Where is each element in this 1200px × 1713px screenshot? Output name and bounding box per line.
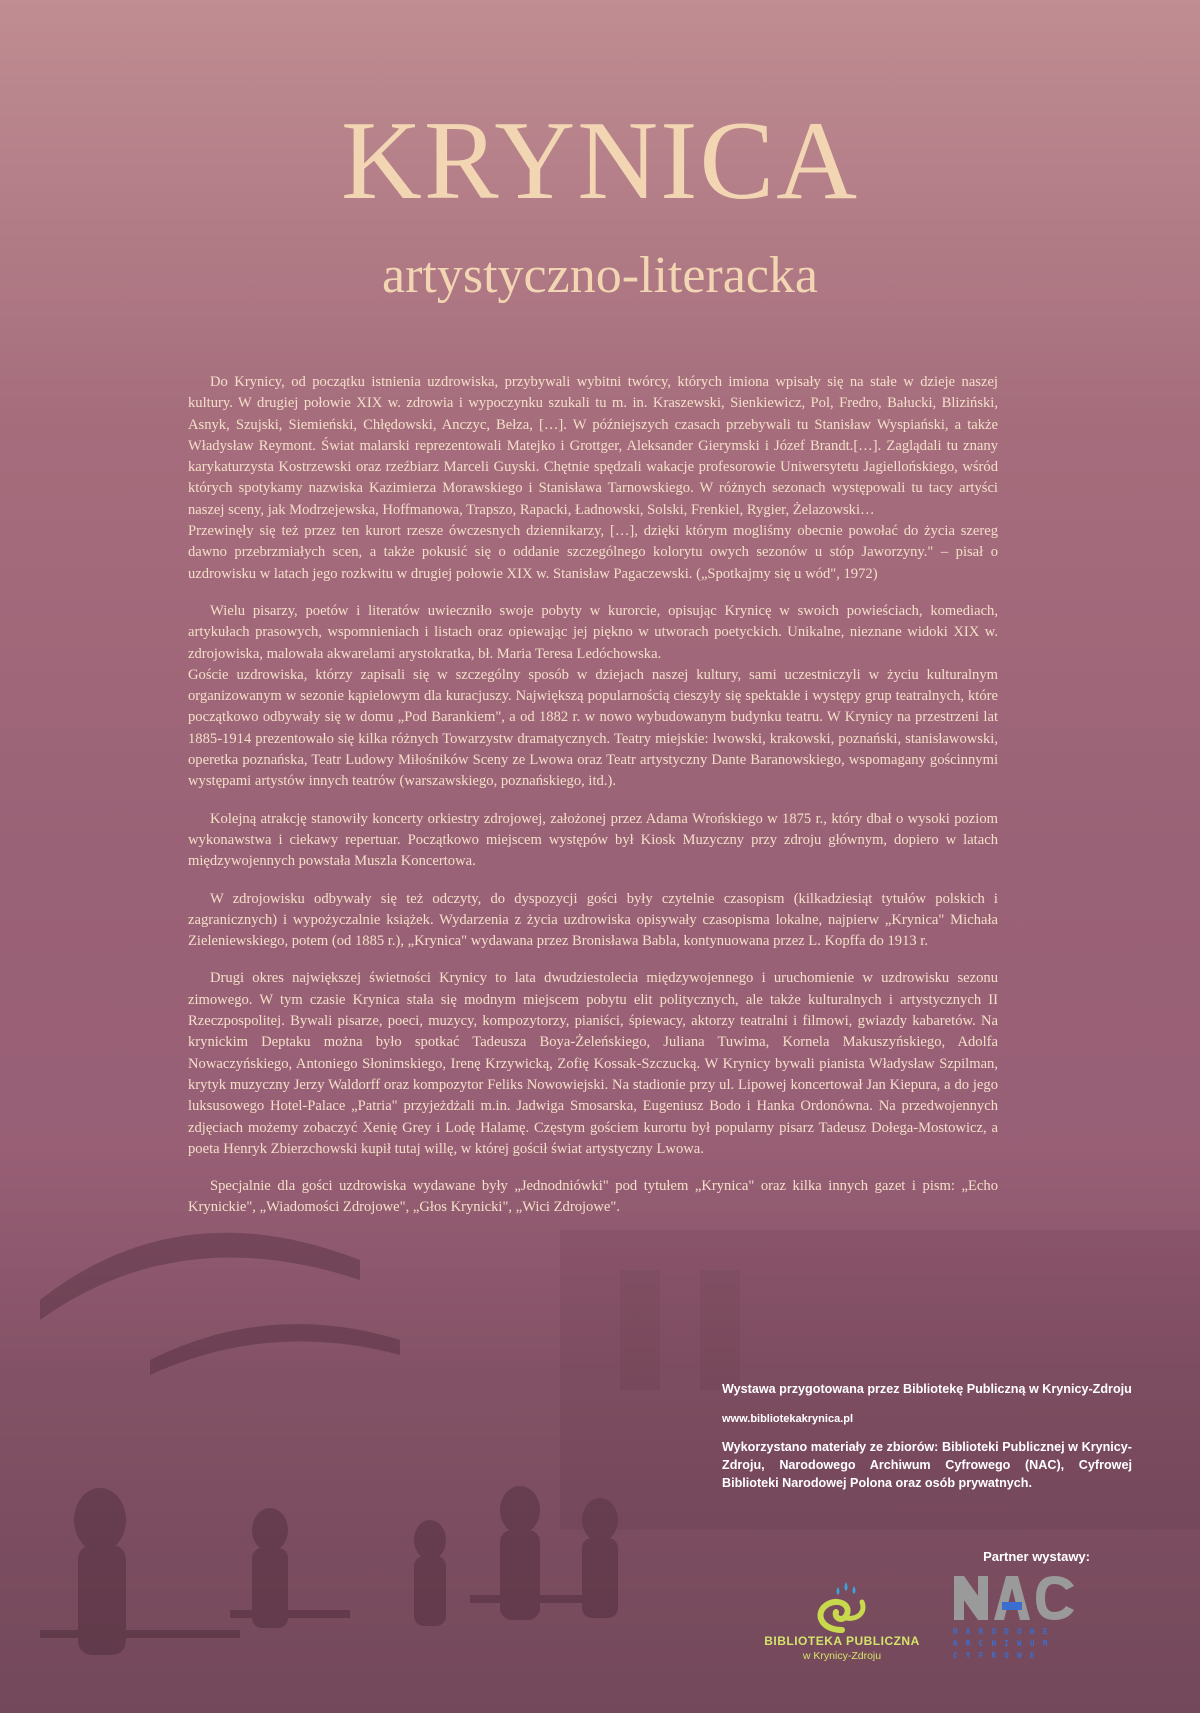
paragraph: Do Krynicy, od początku istnienia uzdrowiska, przybywali wybitni twórcy, których imiona wpisały się na stałe w dzieje naszej kultury. W drugiej połowie XIX w. zdrowia i wypoczynku szukali tu m. in. Kraszewski, Sienkiewicz, Pol, Fredro, Bałucki, Bliziński, Asnyk, Szujski, Siemieński, Chłędowski, Anczyc, Bełza, […]. W późniejszych czasach przebywali tu Stanisław Wyspiański, a także Władysław Reymont. Świat malarski reprezentowali Matejko i Grottger, Aleksander Gierymski i Józef Brandt.[…]. Zaglądali tu znany karykaturzysta Kostrzewski oraz rzeźbiarz Marceli Guyski. Chętnie spędzali wakacje profesorowie Uniwersytetu Jagiellońskiego, wśród których spotykamy nazwiska Kazimierza Morawskiego i Stanisława Tarnowskiego. W różnych sezonach występowali tu tacy artyści naszej sceny, jak Modrzejewska, Hoffmanowa, Trapszo, Rapacki, Ładnowski, Solski, Frenkiel, Rygier, Żelazowski… [188, 374, 998, 518]
nac-line-3: CYFROWE [953, 1651, 1043, 1660]
paragraph: Przewinęły się też przez ten kurort rzesze ówczesnych dziennikarzy, […], dzięki którym mogliśmy obecnie powołać do życia szereg dawno przebrzmiałych scen, a także pokusić się o oddanie szczególnego kolorytu owych sezonów u stóp Jaworzyny." – pisał o uzdrowisku w latach jego rozkwitu w drugiej połowie XIX w. Stanisław Pagaczewski. („Spotkajmy się u wód", 1972) [188, 523, 998, 582]
nac-line-2: ARCHIWUM [953, 1639, 1056, 1648]
paragraph: Specjalnie dla gości uzdrowiska wydawane były „Jednodniówki" pod tytułem „Krynica" oraz kilka innych gazet i pism: „Echo Krynickie", „Wiadomości Zdrojowe", „Głos Krynicki", „Wici Zdrojowe". [188, 1178, 998, 1216]
paragraph: Drugi okres największej świetności Krynicy to lata dwudziestolecia międzywojennego i uruchomienie w uzdrowisku sezonu zimowego. W tym czasie Krynica stała się modnym miejscem pobytu elit politycznych, ale także kulturalnych i artystycznych II Rzeczpospolitej. Bywali pisarze, poeci, muzycy, kompozytorzy, pianiści, śpiewacy, aktorzy teatralni i filmowi, gwiazdy kabaretów. Na krynickim Deptaku można było spotkać Tadeusza Boya-Żeleńskiego, Juliana Tuwima, Kornela Makuszyńskiego, Adolfa Nowaczyńskiego, Antoniego Słonimskiego, Irenę Krzywicką, Zofię Kossak-Szczucką. W Krynicy bywali pianista Władysław Szpilman, krytyk muzyczny Jerzy Waldorff oraz kompozytor Feliks Nowowiejski. Na stadionie przy ul. Lipowej koncertował Jan Kiepura, a do jego luksusowego Hotel-Palace „Patria" przyjeżdżali m.in. Jadwiga Smosarska, Eugeniusz Bodo i Hanka Ordonówna. Na przedwojennych zdjęciach możemy zobaczyć Xenię Grey i Lodę Halamę. Częstym gościem kurortu był popularny pisarz Tadeusz Dołega-Mostowicz, a poeta Henryk Zbierzchowski kupił tutaj willę, w której gościł świat artystyczny Lwowa. [188, 970, 998, 1157]
materials-credit-text: Wykorzystano materiały ze zbiorów: Biblioteki Publicznej w Krynicy-Zdroju, Narodowego Archiwum Cyfrowego (NAC), Cyfrowej Biblioteki Narodowej Polona oraz osób prywatnych. [722, 1440, 1132, 1490]
library-logo-subname: w Krynicy-Zdroju [802, 1650, 882, 1662]
poster-title: KRYNICA [340, 99, 860, 223]
prepared-by-text: Wystawa przygotowana przez Bibliotekę Publiczną w Krynicy-Zdroju [722, 1382, 1132, 1396]
nac-line-1: NARODOWE [953, 1627, 1056, 1636]
website-link[interactable]: www.bibliotekakrynica.pl [722, 1413, 854, 1425]
nac-logo [950, 1574, 1080, 1664]
exhibition-credits [722, 1380, 1132, 1492]
paragraph: Goście uzdrowiska, którzy zapisali się w szczególny sposób w dziejach naszej kultury, sami uczestniczyli w życiu kulturalnym organizowanym w sezonie kąpielowym dla kuracjuszy. Największą popularnością cieszyły się spektakle i występy grup teatralnych, które początkowo odbywały się w domu „Pod Barankiem", a od 1882 r. w nowo wybudowanym budynku teatru. W Krynicy na przestrzeni lat 1885-1914 prezentowało się kilka różnych Towarzystw dramatycznych. Teatry miejskie: lwowski, krakowski, poznański, stanisławowski, operetka poznańska, Teatr Ludowy Miłośników Sceny ze Lwowa oraz Teatr artystyczny Dante Baranowskiego, wspomagany gościnnymi występami artystów innych teatrów (warszawskiego, poznańskiego, itd.). [188, 666, 998, 790]
paragraph: W zdrojowisku odbywały się też odczyty, do dyspozycji gości były czytelnie czasopism (kilkadziesiąt tytułów polskich i zagranicznych) i wypożyczalnie książek. Wydarzenia z życia uzdrowiska opisywały czasopisma lokalne, najpierw „Krynica" Michała Zieleniewskiego, potem (od 1885 r.), „Krynica" wydawana przez Bronisława Babla, kontynuowana przez L. Kopffa do 1913 r. [188, 890, 998, 950]
library-logo-name: BIBLIOTEKA PUBLICZNA [764, 1634, 920, 1648]
poster-subtitle: artystyczno-literacka [382, 247, 818, 304]
paragraph: Wielu pisarzy, poetów i literatów uwieczniło swoje pobyty w kurorcie, opisując Krynicę w swoich powieściach, komediach, artykułach prasowych, wspomnieniach i listach oraz opiewając jej piękno w utworach poetyckich. Unikalne, nieznane widoki XIX w. zdrojowiska, malowała akwarelami arystokratka, bł. Maria Teresa Ledóchowska. [188, 602, 998, 662]
paragraph: Kolejną atrakcję stanowiły koncerty orkiestry zdrojowej, założonej przez Adama Wrońskiego w 1875 r., który dbał o wysoki poziom wykonawstwa i ciekawy repertuar. Początkowo miejscem występów był Kiosk Muzyczny przy zdroju głównym, dopiero w latach międzywojennych powstała Muszla Koncertowa. [188, 810, 998, 870]
article-body [188, 372, 998, 1219]
partner-label: Partner wystawy: [983, 1549, 1090, 1564]
library-swirl-icon [800, 1578, 884, 1634]
